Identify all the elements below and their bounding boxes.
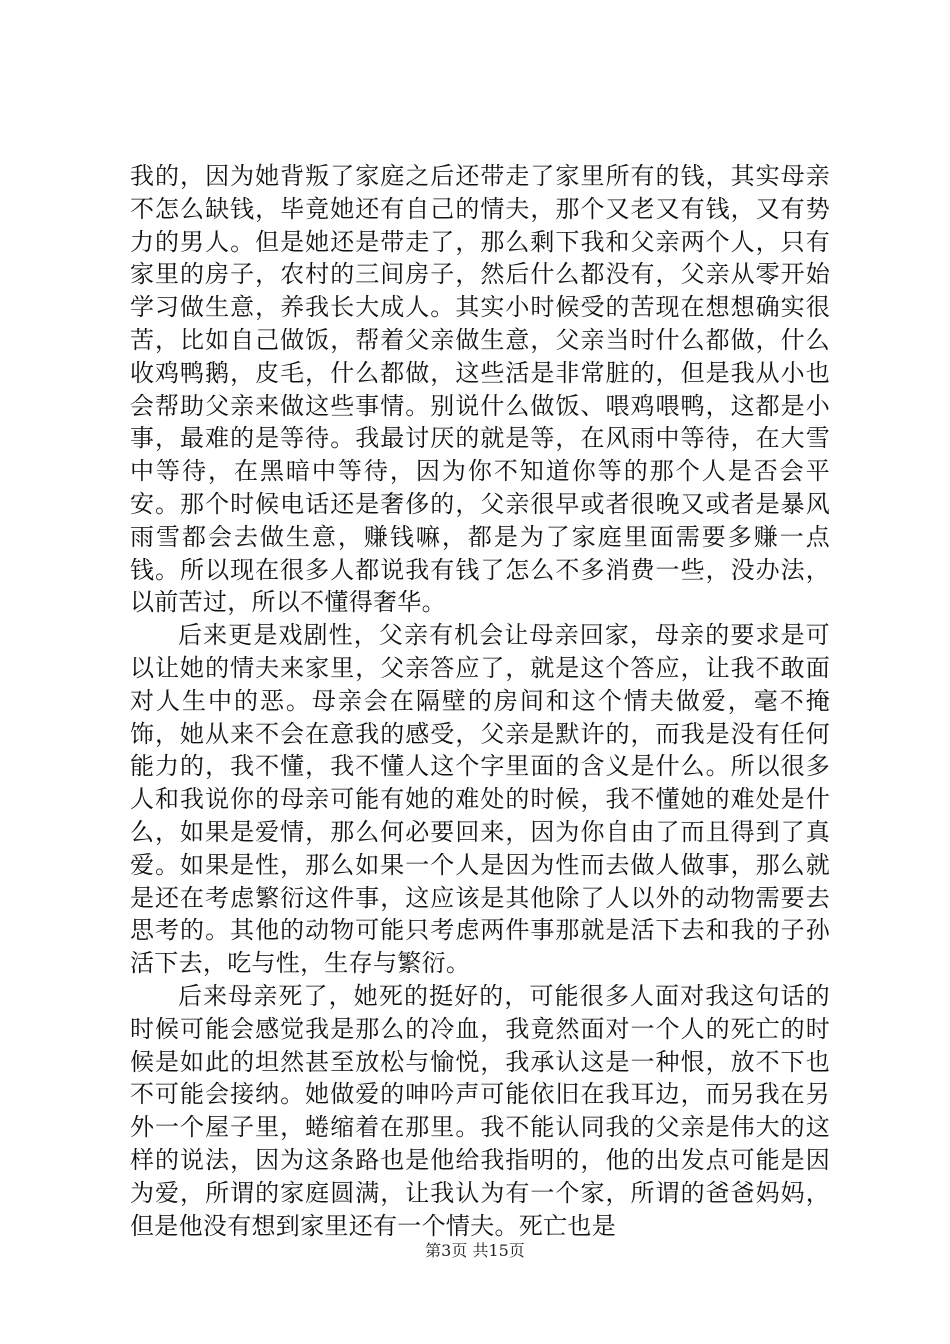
paragraph-1: 我的，因为她背叛了家庭之后还带走了家里所有的钱，其实母亲不怎么缺钱，毕竟她还有自己的情夫，那个又老又有钱，又有势力的男人。但是她还是带走了，那么剩下我和父亲两个人，只有家里的房子，农村的三间房子，然后什么都没有，父亲从零开始学习做生意，养我长大成人。其实小时候受的苦现在想想确实很苦，比如自己做饭，帮着父亲做生意，父亲当时什么都做，什么收鸡鸭鹅，皮毛，什么都做，这些活是非常脏的，但是我从小也会帮助父亲来做这些事情。别说什么做饭、喂鸡喂鸭，这都是小事，最难的是等待。我最讨厌的就是等，在风雨中等待，在大雪中等待，在黑暗中等待，因为你不知道你等的那个人是否会平安。那个时候电话还是奢侈的，父亲很早或者很晚又或者是暴风雨雪都会去做生意，赚钱嘛，都是为了家庭里面需要多赚一点钱。所以现在很多人都说我有钱了怎么不多消费一些，没办法，以前苦过，所以不懂得奢华。 [130,162,830,617]
paragraph-2: 后来更是戏剧性，父亲有机会让母亲回家，母亲的要求是可以让她的情夫来家里，父亲答应了，就是这个答应，让我不敢面对人生中的恶。母亲会在隔壁的房间和这个情夫做爱，毫不掩饰，她从来不会在意我的感受，父亲是默许的，而我是没有任何能力的，我不懂，我不懂人这个字里面的含义是什么。所以很多人和我说你的母亲可能有她的难处的时候，我不懂她的难处是什么，如果是爱情，那么何必要回来，因为你自由了而且得到了真爱。如果是性，那么如果一个人是因为性而去做人做事，那么就是还在考虑繁衍这件事，这应该是其他除了人以外的动物需要去思考的。其他的动物可能只考虑两件事那就是活下去和我的子孙活下去，吃与性，生存与繁衍。 [130,621,830,978]
page-footer: 第3页 共15页 [425,1241,525,1260]
body-text [130,160,830,1242]
paragraph-3: 后来母亲死了，她死的挺好的，可能很多人面对我这句话的时候可能会感觉我是那么的冷血，我竟然面对一个人的死亡的时候是如此的坦然甚至放松与愉悦，我承认这是一种恨，放不下也不可能会接纳。她做爱的呻吟声可能依旧在我耳边，而另我在另外一个屋子里，蜷缩着在那里。我不能认同我的父亲是伟大的这样的说法，因为这条路也是他给我指明的，他的出发点可能是因为爱，所谓的家庭圆满，让我认为有一个家，所谓的爸爸妈妈，但是他没有想到家里还有一个情夫。死亡也是 [130,981,830,1240]
